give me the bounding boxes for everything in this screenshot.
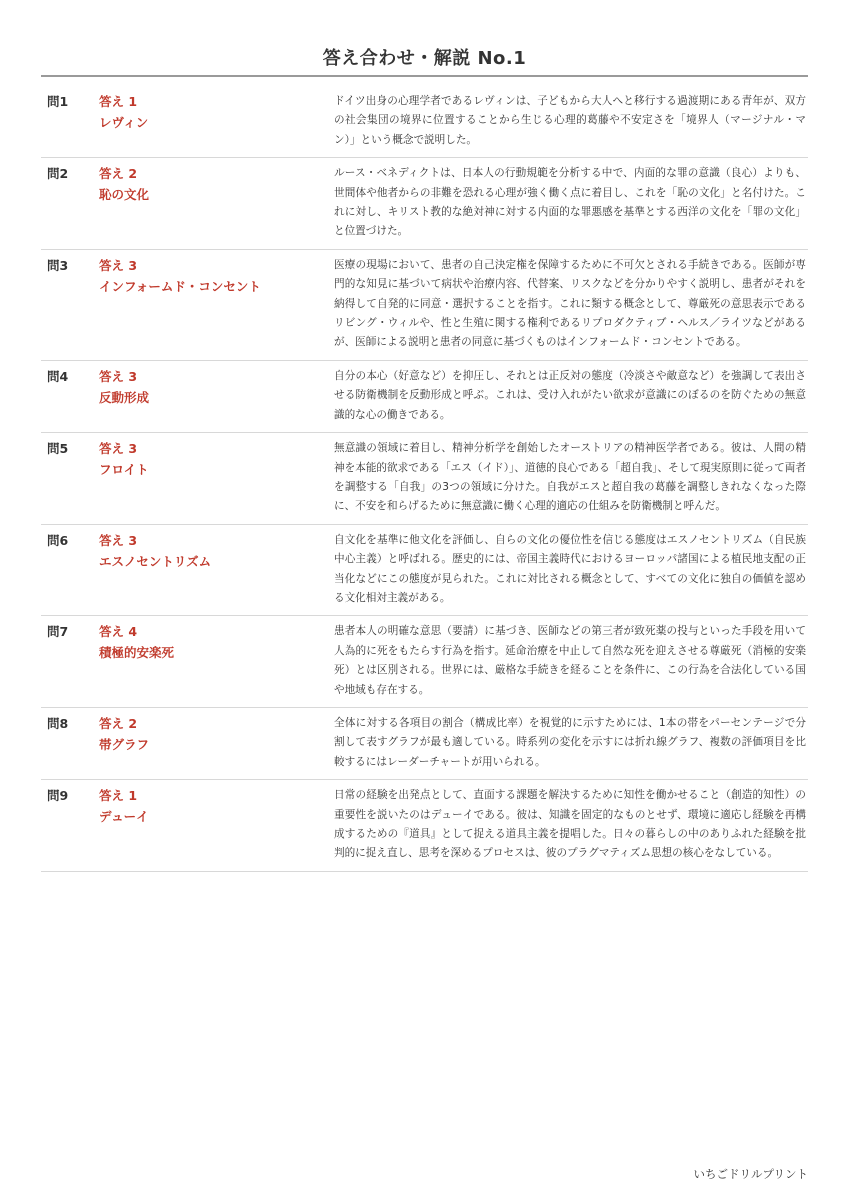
question-number: 問5 [47, 441, 69, 457]
answer-term: 積極的安楽死 [99, 645, 175, 661]
explanation-text: ルース・ベネディクトは、日本人の行動規範を分析する中で、内面的な罪の意識（良心）よりも、世間体や他者からの非難を恐れる心理が強く働く点に着目し、これを「恥の文化」と名付けた。これに対し、キリスト教的な絶対神に対する内面的な罪悪感を基準とする西洋の文化を「罪の文化」と位置づけた。 [334, 167, 806, 238]
question-number: 問8 [47, 715, 69, 731]
question-number: 問3 [47, 257, 69, 273]
explanation-text: 医療の現場において、患者の自己決定権を保障するために不可欠とされる手続きである。医師が専門的な知見に基づいて病状や治療内容、代替案、リスクなどを分かりやすく説明し、患者がそれを納得して自発的に同意・選択することを指す。これに類する概念として、尊厳死の意思表示であるリビング・ウィルや、性と生殖に関する権利であるリプロダクティブ・ヘルス／ライツなどがあるが、医師による説明と患者の同意に基づくものはインフォームド・コンセントである。 [334, 258, 806, 349]
explanation-text: ドイツ出身の心理学者であるレヴィンは、子どもから大人へと移行する過渡期にある青年が、双方の社会集団の境界に位置することから生じる心理的葛藤や不安定さを「境界人（マージナル・マン）」という概念で説明した。 [334, 95, 806, 146]
answer-row [41, 361, 808, 433]
question-number: 問4 [47, 368, 69, 384]
answer-term: デューイ [99, 809, 149, 825]
answer-column [99, 164, 334, 242]
answer-row [41, 780, 808, 872]
question-number: 問1 [47, 94, 69, 109]
answer-column [99, 92, 334, 150]
footer-brand: いちごドリルプリント [693, 1167, 808, 1181]
explanation-text: 日常の経験を出発点として、直面する課題を解決するために知性を働かせること（創造的知性）の重要性を説いたのはデューイである。彼は、知識を固定的なものとせず、環境に適応し経験を再構成するための『道具』として捉える道具主義を提唱した。日々の暮らしの中のありふれた経験を批判的に捉え直し、思考を深めるプロセスは、彼のプラグマティズム思想の核心をなしている。 [334, 789, 806, 860]
answer-choice: 答え 3 [99, 532, 138, 548]
answer-row [41, 86, 808, 158]
explanation-text: 全体に対する各項目の割合（構成比率）を視覚的に示すためには、1本の帯をパーセンテージで分割して表すグラフが最も適している。時系列の変化を示すには折れ線グラフ、複数の評価項目を比較するにはレーダーチャートが用いられる。 [334, 716, 806, 768]
answer-term: 帯グラフ [99, 736, 150, 752]
answer-column [99, 256, 334, 353]
answer-row [41, 158, 808, 250]
answer-row [41, 616, 808, 708]
answer-choice: 答え 2 [99, 715, 138, 731]
answer-column [99, 786, 334, 864]
answer-column [99, 622, 334, 700]
answer-list [41, 86, 808, 872]
explanation-text: 無意識の領域に着目し、精神分析学を創始したオーストリアの精神医学者である。彼は、人間の精神を本能的欲求である「エス（イド）」、道徳的良心である「超自我」、そして現実原則に従って両者を調整する「自我」の3つの領域に分けた。自我がエスと超自我の葛藤を調整しきれなくなった際に、不安を和らげるために無意識に働く心理的適応の仕組みを防衛機制と呼んだ。 [334, 442, 806, 513]
explanation-text: 患者本人の明確な意思（要請）に基づき、医師などの第三者が致死薬の投与といった手段を用いて人為的に死をもたらす行為を指す。延命治療を中止して自然な死を迎えさせる尊厳死（消極的安楽死）とは区別される。世界には、厳格な手続きを経ることを条件に、この行為を合法化している国や地域も存在する。 [334, 625, 806, 696]
explanation-text: 自分の本心（好意など）を抑圧し、それとは正反対の態度（冷淡さや敵意など）を強調して表出させる防衛機制を反動形成と呼ぶ。これは、受け入れがたい欲求が意識にのぼるのを防ぐための無意識的な心の働きである。 [334, 369, 806, 421]
answer-choice: 答え 1 [99, 94, 138, 109]
answer-term: フロイト [99, 462, 149, 478]
answer-row [41, 525, 808, 617]
question-number: 問2 [47, 166, 69, 182]
answer-term: 恥の文化 [99, 187, 150, 203]
question-number: 問9 [47, 788, 69, 804]
page-title: 答え合わせ・解説 No.1 [322, 48, 527, 69]
answer-column [99, 714, 334, 772]
answer-choice: 答え 1 [99, 788, 138, 804]
answer-choice: 答え 3 [99, 441, 138, 457]
answer-choice: 答え 4 [99, 624, 138, 640]
answer-choice: 答え 2 [99, 166, 138, 182]
answer-term: インフォームド・コンセント [99, 278, 261, 294]
answer-row [41, 708, 808, 780]
explanation-text: 自文化を基準に他文化を評価し、自らの文化の優位性を信じる態度はエスノセントリズム（自民族中心主義）と呼ばれる。歴史的には、帝国主義時代におけるヨーロッパ諸国による植民地支配の正当化などにこの態度が見られた。これに対比される概念として、すべての文化に独自の価値を認める文化相対主義がある。 [334, 533, 806, 604]
answer-choice: 答え 3 [99, 368, 138, 384]
answer-term: 反動形成 [99, 389, 150, 405]
question-number: 問6 [47, 532, 69, 548]
answer-term: エスノセントリズム [99, 553, 212, 569]
answer-choice: 答え 3 [99, 257, 138, 273]
answer-row [41, 250, 808, 361]
question-number: 問7 [47, 624, 69, 640]
title-divider [41, 75, 808, 77]
answer-column [99, 531, 334, 609]
answer-row [41, 433, 808, 525]
answer-term: レヴィン [99, 115, 149, 130]
answer-column [99, 439, 334, 517]
answer-column [99, 367, 334, 425]
